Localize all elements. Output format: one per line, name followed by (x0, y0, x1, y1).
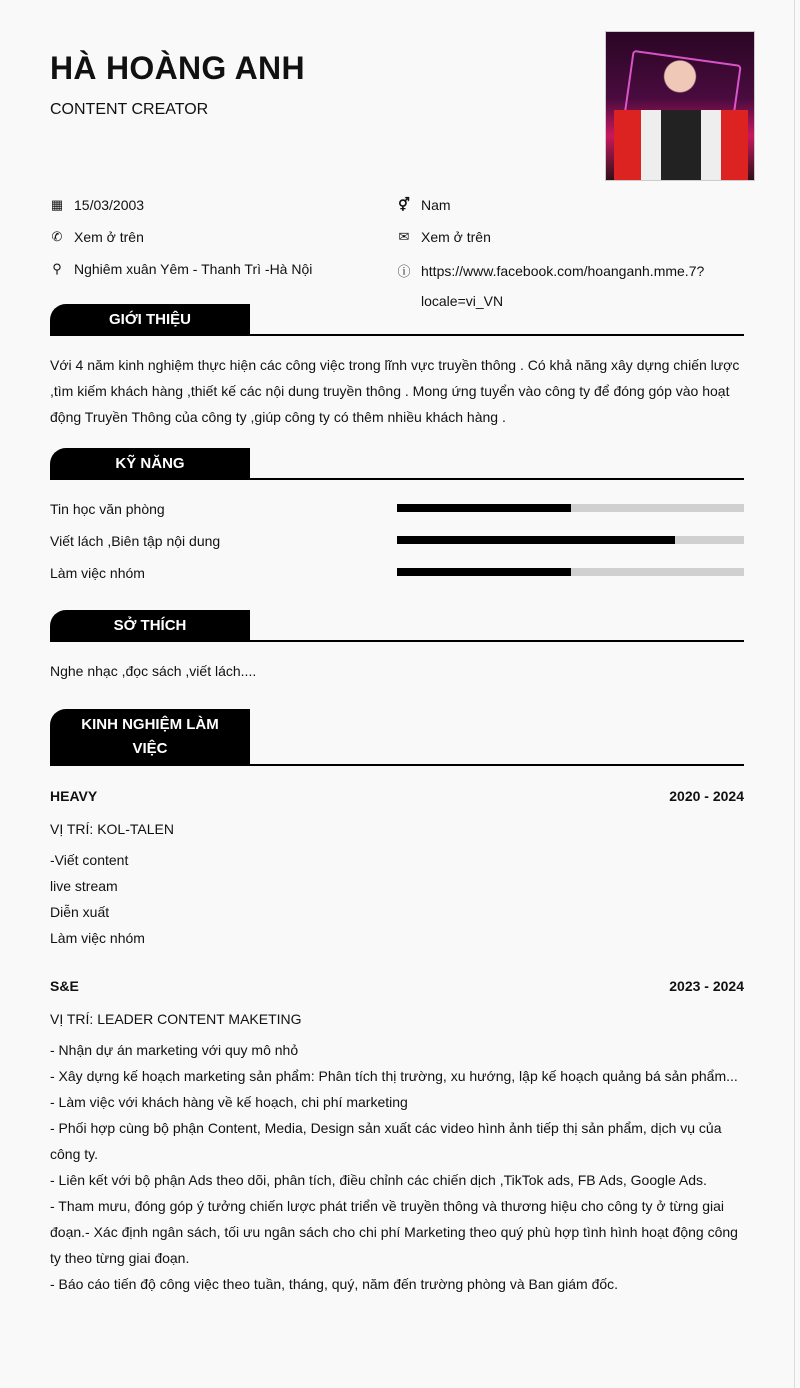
phone-value: Xem ở trên (74, 229, 144, 245)
job-position: VỊ TRÍ: LEADER CONTENT MAKETING (50, 1011, 302, 1027)
section-title: SỞ THÍCH (50, 610, 250, 640)
section-hobbies-header (50, 610, 744, 642)
address-value: Nghiêm xuân Yêm - Thanh Trì -Hà Nội (74, 261, 313, 277)
intro-text: Với 4 năm kinh nghiệm thực hiện các công việc trong lĩnh vực truyền thông . Có khả năng xây dựng chiến lược ,tìm kiếm khách hàng ,thiết kế các nội dung truyền thông . Mong ứng tuyển vào công ty để đóng góp vào hoạt động Truyền Thông của công ty ,giúp công ty có thêm nhiều khách hàng . (50, 357, 740, 425)
section-intro-header (50, 304, 744, 336)
profile-photo (605, 31, 755, 181)
info-website (397, 261, 704, 280)
cake-icon: ▦ (50, 197, 64, 212)
section-title: GIỚI THIỆU (50, 304, 250, 334)
job-position: VỊ TRÍ: KOL-TALEN (50, 821, 174, 837)
duty-line: live stream (50, 878, 118, 894)
skill-bar-fill (397, 504, 571, 512)
gender-value: Nam (421, 197, 451, 213)
job-period: 2023 - 2024 (669, 978, 744, 994)
birthday-value: 15/03/2003 (74, 197, 145, 213)
candidate-role: CONTENT CREATOR (50, 101, 209, 118)
info-email (397, 229, 491, 245)
info-phone (50, 229, 144, 245)
skill-bar (397, 504, 744, 512)
job-duties (50, 847, 750, 951)
job-duties (50, 1037, 750, 1297)
duty-line: Làm việc nhóm (50, 930, 145, 946)
duty-line: - Liên kết với bộ phận Ads theo dõi, phân tích, điều chỉnh các chiến dịch ,TikTok ads, FB Ads, Google Ads. (50, 1172, 707, 1188)
skill-bar-fill (397, 568, 571, 576)
gender-icon: ⚥ (398, 197, 410, 212)
info-gender (397, 197, 451, 213)
duty-line: -Viết content (50, 852, 129, 868)
email-value: Xem ở trên (421, 229, 491, 245)
section-experience-header (50, 709, 744, 766)
job-company: HEAVY (50, 788, 98, 804)
skill-name: Làm việc nhóm (50, 565, 145, 581)
job-period: 2020 - 2024 (669, 788, 744, 804)
website-value-cont[interactable]: locale=vi_VN (421, 293, 504, 309)
section-skills-header (50, 448, 744, 480)
section-title: KỸ NĂNG (50, 448, 250, 478)
duty-line: - Tham mưu, đóng góp ý tưởng chiến lược phát triển về truyền thông và thương hiệu cho công ty ở từng giai đoạn.- Xác định ngân sách, tối ưu ngân sách cho chi phí Marketing theo quý phù hợp tình hình hoạt động công ty theo từng giai đoạn. (50, 1198, 738, 1266)
hobbies-text: Nghe nhạc ,đọc sách ,viết lách.... (50, 663, 257, 679)
skill-name: Viết lách ,Biên tập nội dung (50, 533, 221, 549)
info-address (50, 261, 312, 277)
candidate-name: HÀ HOÀNG ANH (50, 50, 305, 86)
scrollbar[interactable] (794, 0, 795, 1388)
duty-line: - Nhận dự án marketing với quy mô nhỏ (50, 1042, 299, 1058)
skill-bar-fill (397, 536, 675, 544)
skill-bar (397, 536, 744, 544)
skill-name: Tin học văn phòng (50, 501, 165, 517)
envelope-icon: ✉ (398, 229, 410, 244)
job-company: S&E (50, 978, 79, 994)
duty-line: - Báo cáo tiến độ công việc theo tuần, tháng, quý, năm đến trường phòng và Ban giám đốc. (50, 1276, 619, 1292)
info-circle-icon: ⓘ (397, 264, 411, 279)
duty-line: - Xây dựng kế hoạch marketing sản phẩm: Phân tích thị trường, xu hướng, lập kế hoạch quảng bá sản phẩm... (50, 1068, 738, 1084)
website-value[interactable]: https://www.facebook.com/hoanganh.mme.7? (421, 262, 705, 279)
phone-icon: ✆ (51, 229, 63, 244)
duty-line: - Làm việc với khách hàng về kế hoạch, chi phí marketing (50, 1094, 408, 1110)
map-pin-icon: ⚲ (52, 261, 62, 276)
skill-bar (397, 568, 744, 576)
duty-line: Diễn xuất (50, 904, 110, 920)
duty-line: - Phối hợp cùng bộ phận Content, Media, Design sản xuất các video hình ảnh tiếp thị sản phẩm, dịch vụ của công ty. (50, 1120, 722, 1162)
section-title: KINH NGHIỆM LÀM VIỆC (50, 709, 250, 764)
info-birthday (50, 197, 144, 213)
